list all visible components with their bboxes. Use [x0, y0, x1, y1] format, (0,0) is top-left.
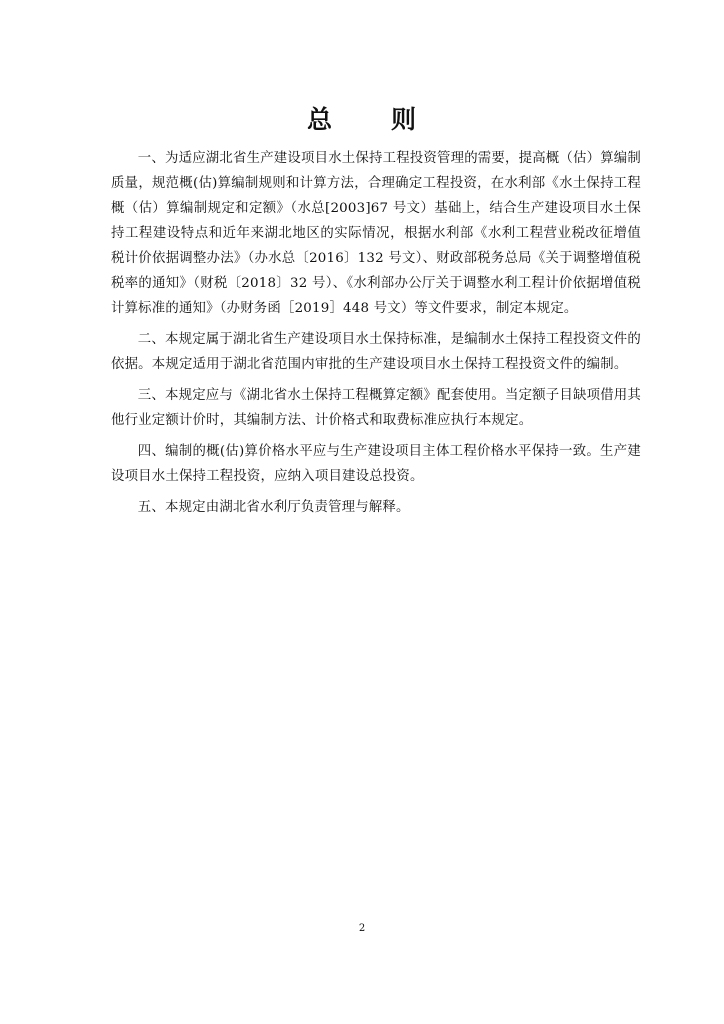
- paragraph-1: 一、为适应湖北省生产建设项目水土保持工程投资管理的需要，提高概（估）算编制质量，规范概(估)算编制规则和计算方法，合理确定工程投资，在水利部《水土保持工程概（估）算编制规定和定额》（水总[2003]67 号文）基础上，结合生产建设项目水土保持工程建设特点和近年来湖北地区的实际情况，根据水利部《水利工程营业税改征增值税计价依据调整办法》（办水总〔2016〕132 号文）、财政部税务总局《关于调整增值税税率的通知》（财税〔2018〕32 号）、《水利部办公厅关于调整水利工程计价依据增值税计算标准的通知》（办财务函［2019］448 号文）等文件要求，制定本规定。: [111, 151, 641, 316]
- paragraph-3: 三、本规定应与《湖北省水土保持工程概算定额》配套使用。当定额子目缺项借用其他行业定额计价时，其编制方法、计价格式和取费标准应执行本规定。: [111, 388, 641, 428]
- title-char-1: 总: [306, 105, 333, 134]
- paragraph-4: 四、编制的概(估)算价格水平应与生产建设项目主体工程价格水平保持一致。生产建设项目水土保持工程投资，应纳入项目建设总投资。: [111, 444, 641, 484]
- paragraph-5: 五、本规定由湖北省水利厅负责管理与解释。: [137, 500, 410, 515]
- body-text: [111, 146, 641, 526]
- title-char-2: 则: [391, 105, 418, 134]
- page-title: [0, 104, 724, 136]
- paragraph-2: 二、本规定属于湖北省生产建设项目水土保持标准，是编制水土保持工程投资文件的依据。本规定适用于湖北省范围内审批的生产建设项目水土保持工程投资文件的编制。: [111, 332, 641, 372]
- page-number: 2: [358, 923, 366, 934]
